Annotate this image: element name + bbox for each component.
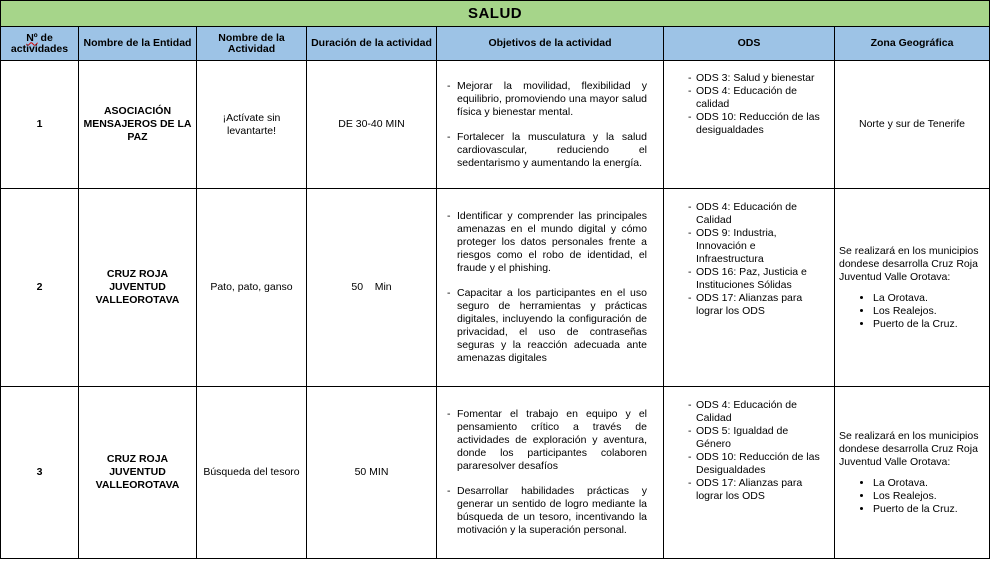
ods-item: - ODS 3: Salud y bienestar xyxy=(688,72,826,85)
cell-duracion[interactable]: 50 MIN xyxy=(307,387,437,559)
cell-entidad[interactable]: ASOCIACIÓN MENSAJEROS DE LA PAZ xyxy=(79,61,197,189)
objetivo-item: - Fomentar el trabajo en equipo y el pensamiento crítico a través de actividades de exploración y aventura, donde los participantes colaboren pararesolver desafíos xyxy=(445,408,647,473)
objetivo-item: - Identificar y comprender las principales amenazas en el mundo digital y cómo proteger los datos personales frente a riesgos como el robo de identidad, el fraude y el phishing. xyxy=(445,210,647,275)
title-row xyxy=(1,1,990,27)
table-row xyxy=(1,387,990,559)
cell-ods[interactable] xyxy=(664,387,835,559)
header-ods[interactable]: ODS xyxy=(664,27,835,61)
header-objetivos[interactable]: Objetivos de la actividad xyxy=(437,27,664,61)
cell-actividad[interactable]: ¡Actívate sin levantarte! xyxy=(197,61,307,189)
table-title[interactable]: SALUD xyxy=(1,1,990,27)
zona-lugar: • Puerto de la Cruz. xyxy=(873,318,987,331)
header-num[interactable] xyxy=(1,27,79,61)
ods-item: - ODS 10: Reducción de las Desigualdades xyxy=(688,451,826,477)
header-row xyxy=(1,27,990,61)
cell-zona[interactable] xyxy=(835,189,990,387)
ods-item: - ODS 9: Industria, Innovación e Infraestructura xyxy=(688,227,826,266)
zona-lugar: • Los Realejos. xyxy=(873,490,987,503)
objetivo-item: - Fortalecer la musculatura y la salud cardiovascular, reduciendo el sedentarismo y aumentando la energía. xyxy=(445,131,647,170)
ods-item: - ODS 17: Alianzas para lograr los ODS xyxy=(688,477,826,503)
objetivo-item: - Desarrollar habilidades prácticas y generar un sentido de logro mediante la búsqueda de un tesoro, incentivando la motivación y la superación personal. xyxy=(445,485,647,537)
header-num-prefix: Nº xyxy=(26,31,38,44)
cell-ods[interactable] xyxy=(664,61,835,189)
cell-actividad[interactable]: Búsqueda del tesoro xyxy=(197,387,307,559)
header-entidad[interactable]: Nombre de la Entidad xyxy=(79,27,197,61)
zona-lugar: • Puerto de la Cruz. xyxy=(873,503,987,516)
zona-lugar: • La Orotava. xyxy=(873,292,987,305)
header-num-suffix: de actividades xyxy=(10,31,69,55)
header-duracion[interactable]: Duración de la actividad xyxy=(307,27,437,61)
cell-ods[interactable] xyxy=(664,189,835,387)
ods-item: - ODS 5: Igualdad de Género xyxy=(688,425,826,451)
zona-lugar: • La Orotava. xyxy=(873,477,987,490)
cell-num[interactable]: 3 xyxy=(1,387,79,559)
zona-intro: Se realizará en los municipios dondese desarrolla Cruz Roja Juventud Valle Orotava: xyxy=(839,244,979,283)
cell-zona[interactable] xyxy=(835,387,990,559)
objetivo-item: - Capacitar a los participantes en el uso seguro de herramientas y prácticas digitales, incluyendo la configuración de privacidad, el uso de contraseñas seguras y la reacción adecuada ante amenazas digitales xyxy=(445,287,647,365)
ods-item: - ODS 4: Educación de calidad xyxy=(688,85,826,111)
header-zona[interactable]: Zona Geográfica xyxy=(835,27,990,61)
table-row xyxy=(1,189,990,387)
cell-num[interactable]: 2 xyxy=(1,189,79,387)
table-row xyxy=(1,61,990,189)
cell-duracion[interactable]: DE 30-40 MIN xyxy=(307,61,437,189)
ods-item: - ODS 4: Educación de Calidad xyxy=(688,201,826,227)
ods-item: - ODS 17: Alianzas para lograr los ODS xyxy=(688,292,826,318)
ods-item: - ODS 16: Paz, Justicia e Instituciones Sólidas xyxy=(688,266,826,292)
cell-entidad[interactable]: CRUZ ROJA JUVENTUD VALLEOROTAVA xyxy=(79,387,197,559)
zona-lugar: • Los Realejos. xyxy=(873,305,987,318)
cell-actividad[interactable]: Pato, pato, ganso xyxy=(197,189,307,387)
cell-zona[interactable]: Norte y sur de Tenerife xyxy=(835,61,990,189)
ods-item: - ODS 10: Reducción de las desigualdades xyxy=(688,111,826,137)
cell-objetivos[interactable] xyxy=(437,189,664,387)
cell-objetivos[interactable] xyxy=(437,387,664,559)
ods-item: - ODS 4: Educación de Calidad xyxy=(688,399,826,425)
cell-num[interactable]: 1 xyxy=(1,61,79,189)
zona-intro: Se realizará en los municipios dondese desarrolla Cruz Roja Juventud Valle Orotava: xyxy=(839,429,979,468)
cell-objetivos[interactable] xyxy=(437,61,664,189)
header-actividad[interactable]: Nombre de la Actividad xyxy=(197,27,307,61)
cell-entidad[interactable]: CRUZ ROJA JUVENTUD VALLEOROTAVA xyxy=(79,189,197,387)
objetivo-item: - Mejorar la movilidad, flexibilidad y equilibrio, promoviendo una mayor salud física y bienestar mental. xyxy=(445,80,647,119)
cell-duracion[interactable]: 50 Min xyxy=(307,189,437,387)
